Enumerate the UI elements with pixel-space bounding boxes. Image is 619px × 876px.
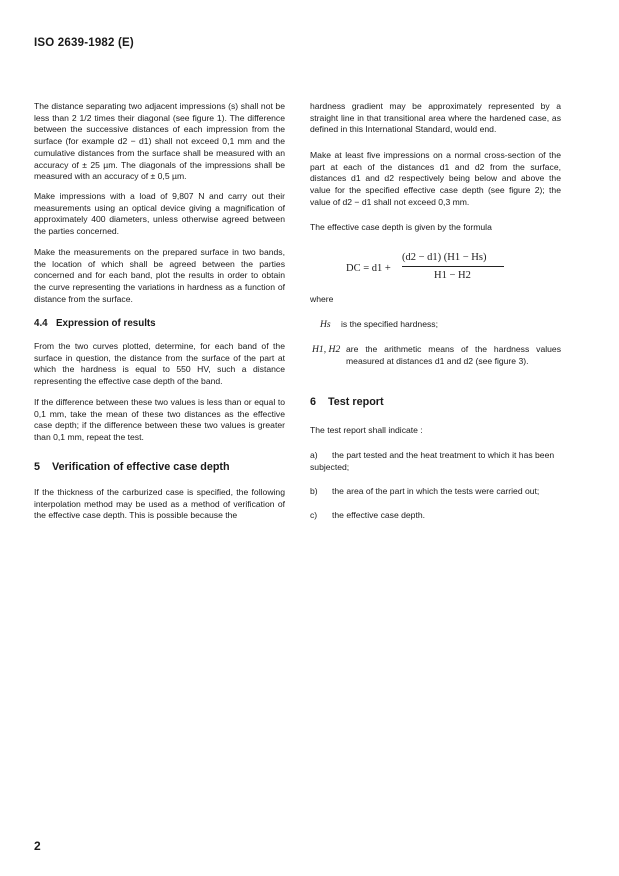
formula-lhs: DC = d1 +	[346, 263, 391, 274]
section-4-4-heading	[34, 318, 285, 330]
formula-numerator: (d2 − d1) (H1 − Hs)	[402, 252, 487, 263]
list-item: b) the area of the part in which the tests were carried out;	[310, 486, 540, 496]
section-number: 5	[34, 461, 41, 473]
left-para-2: Make impressions with a load of 9,807 N and carry out their measurements using an optical device giving a magnification of approximately 400 diameters, unless otherwise agreed between the parties concerned.	[34, 191, 285, 237]
right-para-3: The effective case depth is given by the formula	[310, 222, 492, 232]
fraction-bar	[402, 266, 504, 267]
document-header: ISO 2639-1982 (E)	[34, 37, 134, 49]
section-5-heading	[34, 462, 285, 474]
left-para-3: Make the measurements on the prepared surface in two bands, the location of which shall be agreed between the parties concerned and for each band, plot the results in order to obtain the curve representing the variations in hardness as a function of distance from the surface.	[34, 247, 285, 304]
def2-text: are the arithmetic means of the hardness values measured at distances d1 and d2 (see figure 3).	[346, 344, 561, 366]
effective-case-depth-formula	[346, 252, 546, 286]
left-para-1: The distance separating two adjacent impressions (s) shall not be less than 2 1/2 times their diagonal (see figure 1). The difference between the successive distances of each impression from the surface (for example d2 − d1) shall not exceed 0,1 mm and the cumulative distances from the surface shall be measured with an accuracy of ± 25 µm. The diagonals of the impressions shall be measured with an accuracy of ± 0,5 µm.	[34, 101, 285, 182]
def1-text: is the specified hardness;	[341, 319, 438, 329]
left-para-6: If the thickness of the carburized case is specified, the following interpolation method may be used as a method of verification of the effective case depth. This is possible because the	[34, 487, 285, 521]
list-item: c) the effective case depth.	[310, 510, 426, 520]
left-para-4: From the two curves plotted, determine, for each band of the surface in question, the distance from the surface of the part at which the hardness is equal to 550 HV, such a distance representing the effective case depth of the band.	[34, 341, 285, 387]
section-6-heading	[310, 397, 561, 409]
section-title: Verification of effective case depth	[52, 461, 230, 473]
def2-symbols: H1, H2	[312, 344, 341, 355]
where-label: where	[310, 294, 334, 304]
section-number: 6	[310, 396, 317, 408]
section-title: Test report	[328, 396, 384, 408]
left-para-5: If the difference between these two values is less than or equal to 0,1 mm, take the mean of these two distances as the effective case depth; if the difference between these two values is greater than 0,1 mm, repeat the test.	[34, 397, 285, 443]
list-item: a) the part tested and the heat treatment to which it has been subjected;	[310, 450, 555, 472]
page-number: 2	[34, 839, 41, 853]
section-number: 4.4	[34, 318, 48, 329]
right-para-1: hardness gradient may be approximately represented by a straight line in that transitional area where the hardened case, as defined in this International Standard, would end.	[310, 101, 561, 135]
formula-denominator: H1 − H2	[434, 270, 471, 281]
right-para-2: Make at least five impressions on a normal cross-section of the part at each of the distances d1 and d2 from the surface, distances d1 and d2 respectively being below and above the value for the specified effective case depth (see figure 2); the value of d2 − d1 shall not exceed 0,3 mm.	[310, 150, 561, 207]
right-para-4: The test report shall indicate :	[310, 425, 423, 435]
section-title: Expression of results	[56, 318, 156, 329]
def1-symbol: Hs	[320, 319, 331, 330]
